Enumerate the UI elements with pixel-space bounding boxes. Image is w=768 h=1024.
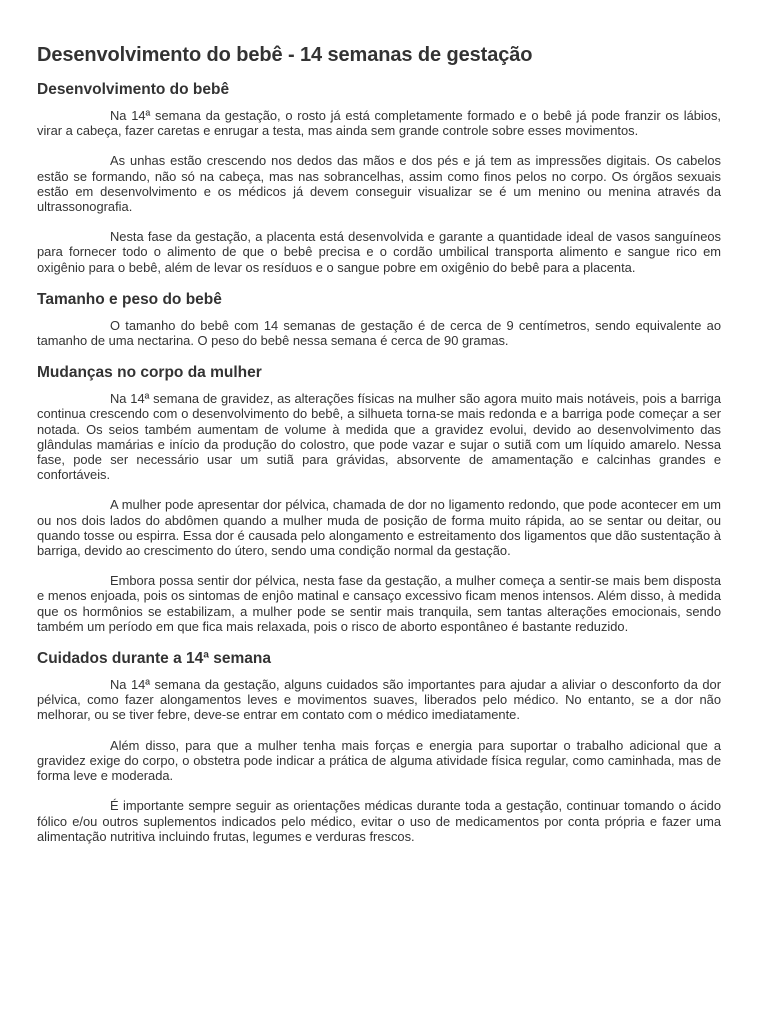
paragraph: Nesta fase da gestação, a placenta está desenvolvida e garante a quantidade ideal de vasos sanguíneos para fornecer todo o alimento de que o bebê precisa e o cordão umbilical transporta alimento e sangue rico em oxigênio para o bebê, além de levar os resíduos e o sangue pobre em oxigênio do bebê para a placenta. — [37, 229, 721, 275]
paragraph: Na 14ª semana da gestação, alguns cuidados são importantes para ajudar a aliviar o desconforto da dor pélvica, como fazer alongamentos leves e movimentos suaves, liberados pelo médico. No entanto, se a dor não melhorar, ou se tiver febre, deve-se entrar em contato com o médico imediatamente. — [37, 677, 721, 723]
section-heading: Cuidados durante a 14ª semana — [37, 650, 272, 668]
paragraph: É importante sempre seguir as orientações médicas durante toda a gestação, continuar tomando o ácido fólico e/ou outros suplementos indicados pelo médico, evitar o uso de medicamentos por conta própria e fazer uma alimentação nutritiva incluindo frutas, legumes e verduras frescos. — [37, 798, 721, 844]
page-title: Desenvolvimento do bebê - 14 semanas de gestação — [37, 44, 533, 66]
paragraph: Na 14ª semana de gravidez, as alterações físicas na mulher são agora muito mais notáveis, pois a barriga continua crescendo com o desenvolvimento do bebê, a silhueta torna-se mais redonda e a barriga pode começar a ser notada. Os seios também aumentam de volume à medida que a gravidez evolui, devido ao desenvolvimento das glândulas mamárias e início da produção do colostro, que pode vazar e sujar o sutiã com um líquido amarelo. Nessa fase, pode ser necessário usar um sutiã para grávidas, absorvente de amamentação e calcinhas grandes e confortáveis. — [37, 391, 721, 483]
paragraph: Embora possa sentir dor pélvica, nesta fase da gestação, a mulher começa a sentir-se mais bem disposta e menos enjoada, pois os sintomas de enjôo matinal e cansaço excessivo ficam menos intensos. Além disso, à medida que os hormônios se estabilizam, a mulher pode se sentir mais tranquila, sem tantas alterações emocionais, sendo também um período em que fica mais relaxada, pois o risco de aborto espontâneo é bastante reduzido. — [37, 573, 721, 634]
section-heading: Desenvolvimento do bebê — [37, 81, 230, 98]
paragraph: As unhas estão crescendo nos dedos das mãos e dos pés e já tem as impressões digitais. Os cabelos estão se formando, não só na cabeça, mas nas sobrancelhas, assim como finos pelos no corpo. Os órgãos sexuais estão em desenvolvimento e os médicos já devem conseguir visualizar se é um menino ou menina através da ultrassonografia. — [37, 153, 721, 215]
section-heading: Mudanças no corpo da mulher — [37, 364, 262, 382]
section-body-changes — [37, 363, 721, 634]
document-page — [37, 42, 721, 859]
paragraph: Além disso, para que a mulher tenha mais forças e energia para suportar o trabalho adicional que a gravidez exige do corpo, o obstetra pode indicar a prática de alguma atividade física regular, como caminhada, mas de forma leve e moderada. — [37, 737, 721, 784]
section-heading: Tamanho e peso do bebê — [37, 290, 222, 308]
paragraph: O tamanho do bebê com 14 semanas de gestação é de cerca de 9 centímetros, sendo equivalente ao tamanho de uma nectarina. O peso do bebê nessa semana é cerca de 90 gramas. — [37, 317, 721, 349]
section-size-weight — [37, 290, 721, 348]
paragraph: Na 14ª semana da gestação, o rosto já está completamente formado e o bebê já pode franzir os lábios, virar a cabeça, fazer caretas e enrugar a testa, mas ainda sem grande controle sobre esses movimentos. — [37, 108, 721, 139]
section-care — [37, 649, 721, 844]
section-baby-development — [37, 80, 721, 275]
paragraph: A mulher pode apresentar dor pélvica, chamada de dor no ligamento redondo, que pode acontecer em um ou nos dois lados do abdômen quando a mulher muda de posição de forma muito rápida, ao se sentar ou deitar, ou quando tosse ou espirra. Essa dor é causada pelo alongamento e estreitamento dos ligamentos que dão sustentação à barriga, devido ao crescimento do útero, sendo uma condição normal da gestação. — [37, 497, 721, 559]
